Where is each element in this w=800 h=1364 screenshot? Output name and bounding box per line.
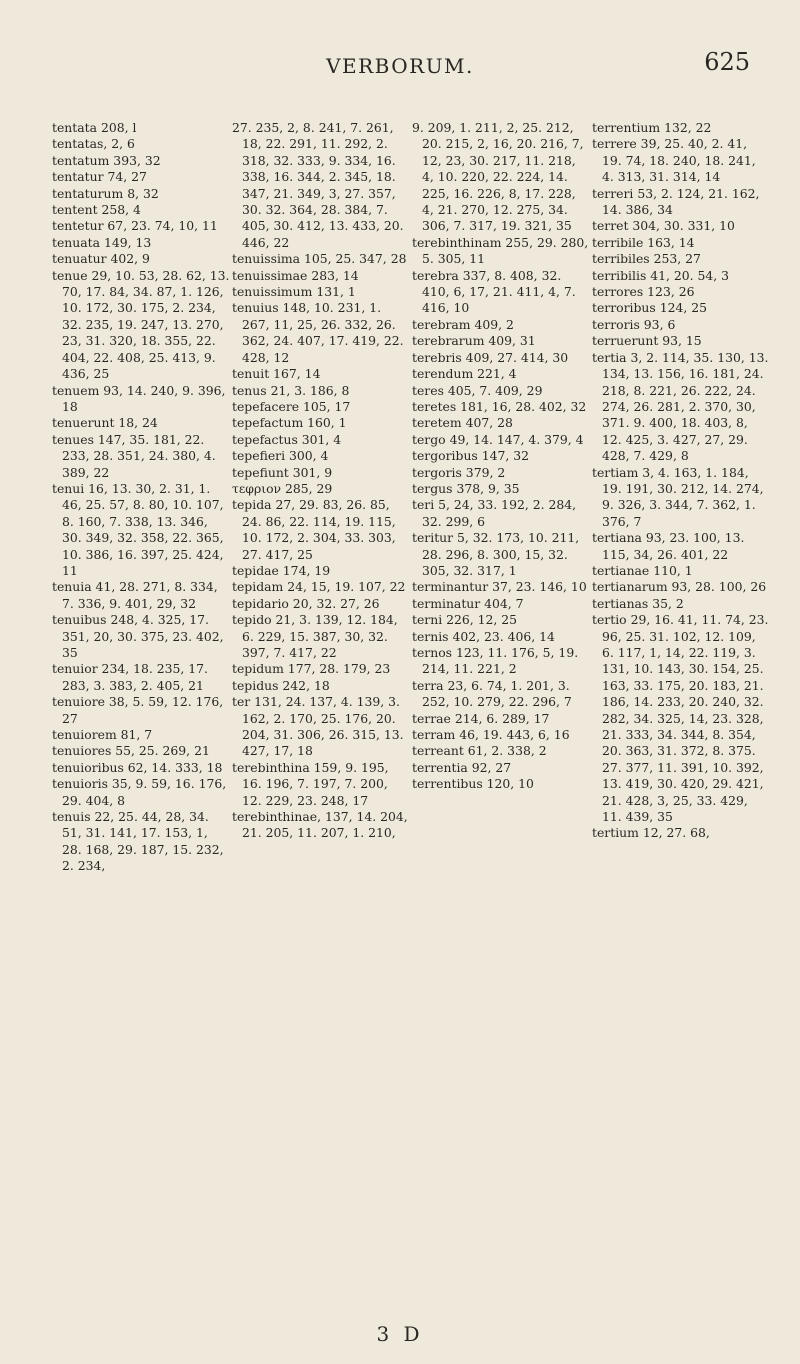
index-entry: terrentium 132, 22	[592, 120, 712, 135]
index-entry: tenuibus 248, 4. 325, 17. 351, 20, 30. 375, 23. 402, 35	[52, 612, 224, 660]
index-entry: tepidum 177, 28. 179, 23	[232, 661, 391, 677]
index-entry: ternos 123, 11. 176, 5, 19. 214, 11. 221, 2	[412, 645, 579, 677]
index-entry: tepidario 20, 32. 27, 26	[232, 595, 380, 611]
printer-signature: 3 D	[376, 1322, 424, 1346]
index-entry: tentaturum 8, 32	[52, 185, 159, 201]
index-entry: tepidam 24, 15, 19. 107, 22	[232, 579, 406, 595]
index-entry: tenues 147, 35. 181, 22. 233, 28. 351, 24. 380, 4. 389, 22	[52, 431, 216, 480]
index-entry: terroris 93, 6	[592, 316, 676, 332]
index-entry: terebinthinam 255, 29. 280, 5. 305, 11	[412, 234, 589, 267]
index-entry: tentata 208, l	[52, 120, 137, 135]
index-entry: terrere 39, 25. 40, 2. 41, 19. 74, 18. 240, 18. 241, 4. 313, 31. 314, 14	[592, 136, 756, 185]
index-entry: teres 405, 7. 409, 29	[412, 382, 543, 398]
index-entry: tenuioris 35, 9. 59, 16. 176, 29. 404, 8	[52, 776, 227, 808]
index-column-3	[412, 120, 590, 1310]
index-entry: teretes 181, 16, 28. 402, 32	[412, 398, 587, 414]
index-entry: tenuatur 402, 9	[52, 251, 150, 267]
index-entry: tenue 29, 10. 53, 28. 62, 13. 70, 17. 84, 34. 87, 1. 126, 10. 172, 30. 175, 2. 234, 32. 235, 19. 247, 13. 270, 23, 31. 320, 18. 355, 22. 404, 22. 408, 25. 413, 9. 436, 25	[52, 267, 230, 382]
index-entry: terminantur 37, 23. 146, 10	[412, 579, 587, 595]
index-entry: terebinthina 159, 9. 195, 16. 196, 7. 197, 7. 200, 12. 229, 23. 248, 17	[232, 759, 389, 808]
index-entry: tertiana 93, 23. 100, 13. 115, 34, 26. 401, 22	[592, 530, 745, 562]
index-entry: tenuissimum 131, 1	[232, 284, 356, 300]
index-entry: tepidae 174, 19	[232, 562, 331, 578]
index-entry: tepidus 242, 18	[232, 677, 330, 693]
index-entry: terram 46, 19. 443, 6, 16	[412, 727, 570, 743]
index-entry: terribiles 253, 27	[592, 251, 701, 267]
index-entry: tertiam 3, 4. 163, 1. 184, 19. 191, 30. 212, 14. 274, 9. 326, 3. 344, 7. 362, 1. 376, 7	[592, 464, 764, 529]
index-entry: tepefiunt 301, 9	[232, 464, 333, 480]
index-entry: terrae 214, 6. 289, 17	[412, 710, 550, 726]
index-column-2	[232, 120, 410, 1310]
index-column-1	[52, 120, 230, 1310]
index-entry: ternis 402, 23. 406, 14	[412, 628, 555, 644]
index-entry: tertium 12, 27. 68,	[592, 825, 710, 841]
index-entry: tenui 16, 13. 30, 2. 31, 1. 46, 25. 57, 8. 80, 10. 107, 8. 160, 7. 338, 13. 346, 30. 349, 32. 358, 22. 365, 10. 386, 16. 397, 25. 424, 11	[52, 480, 224, 578]
index-entry: tentatas, 2, 6	[52, 136, 135, 152]
index-entry: tertianae 110, 1	[592, 562, 693, 578]
index-entry: tenuis 22, 25. 44, 28, 34. 51, 31. 141, 17. 153, 1, 28. 168, 29. 187, 15. 232, 2. 234,	[52, 809, 224, 874]
index-entry: terruerunt 93, 15	[592, 333, 702, 349]
index-entry: terni 226, 12, 25	[412, 612, 518, 628]
index-entry: 27. 235, 2, 8. 241, 7. 261, 18, 22. 291, 11. 292, 2. 318, 32. 333, 9. 334, 16. 338, 16. 344, 2. 345, 18. 347, 21. 349, 3, 27. 357, 30. 32. 364, 28. 384, 7. 405, 30. 412, 13. 433, 20. 446, 22	[232, 120, 404, 250]
index-entry: tergoribus 147, 32	[412, 448, 530, 464]
index-entry: terret 304, 30. 331, 10	[592, 218, 735, 234]
index-entry: terrores 123, 26	[592, 284, 695, 300]
index-entry: tenuit 167, 14	[232, 366, 321, 382]
index-column-4	[592, 120, 770, 1310]
index-entry: terebram 409, 2	[412, 316, 514, 332]
page-header	[0, 48, 800, 94]
index-entry: tepida 27, 29. 83, 26. 85, 24. 86, 22. 114, 19. 115, 10. 172, 2. 304, 33. 303, 27. 417, 25	[232, 497, 396, 562]
index-entry: terrentia 92, 27	[412, 759, 512, 775]
index-entry: teretem 407, 28	[412, 415, 513, 431]
index-entry: tenuiorem 81, 7	[52, 727, 153, 743]
index-entry: tepefactus 301, 4	[232, 431, 342, 447]
index-entry: tepefieri 300, 4	[232, 448, 329, 464]
index-entry: tentetur 67, 23. 74, 10, 11	[52, 218, 218, 234]
index-entry: terreri 53, 2. 124, 21. 162, 14. 386, 34	[592, 185, 760, 218]
index-columns	[52, 120, 769, 1320]
index-entry: terebris 409, 27. 414, 30	[412, 349, 569, 365]
index-entry: tenus 21, 3. 186, 8	[232, 382, 350, 398]
index-entry: tepefacere 105, 17	[232, 398, 351, 414]
index-entry: tenuior 234, 18. 235, 17. 283, 3. 383, 2. 405, 21	[52, 661, 208, 693]
index-entry: tepido 21, 3. 139, 12. 184, 6. 229, 15. 387, 30, 32. 397, 7. 417, 22	[232, 612, 398, 660]
index-entry: terroribus 124, 25	[592, 300, 708, 316]
index-entry: tenuissima 105, 25. 347, 28	[232, 251, 407, 267]
index-entry: tenuioribus 62, 14. 333, 18	[52, 759, 223, 775]
index-entry: 9. 209, 1. 211, 2, 25. 212, 20. 215, 2, 16, 20. 216, 7, 12, 23, 30. 217, 11. 218, 4, 10. 220, 22. 224, 14. 225, 16. 226, 8, 17. 228, 4, 21. 270, 12. 275, 34. 306, 7. 317, 19. 321, 35	[412, 120, 584, 234]
index-entry: tepefactum 160, 1	[232, 415, 347, 431]
index-entry: tenuerunt 18, 24	[52, 415, 158, 431]
index-entry: tergoris 379, 2	[412, 464, 506, 480]
index-entry: tenuissimae 283, 14	[232, 267, 359, 283]
index-entry: tenuem 93, 14. 240, 9. 396, 18	[52, 382, 226, 414]
index-entry: tentatur 74, 27	[52, 169, 147, 185]
index-entry: tenuiore 38, 5. 59, 12. 176, 27	[52, 694, 224, 726]
index-entry: tenuiores 55, 25. 269, 21	[52, 743, 210, 759]
index-entry: tertio 29, 16. 41, 11. 74, 23. 96, 25. 31. 102, 12. 109, 6. 117, 1, 14, 22. 119, 3. 131, 10. 143, 30. 154, 25. 163, 33. 175, 20. 183, 21. 186, 14. 233, 20. 240, 32. 282, 34. 325, 14, 23. 328, 21. 333, 34. 344, 8. 354, 20. 363, 31. 372, 8. 375. 27. 377, 11. 391, 10. 392, 13. 419, 30. 420, 29. 421, 21. 428, 3, 25, 33. 429, 11. 439, 35	[592, 612, 769, 825]
index-entry: terreant 61, 2. 338, 2	[412, 743, 547, 759]
index-entry: tentatum 393, 32	[52, 152, 161, 168]
index-entry: tertianas 35, 2	[592, 595, 684, 611]
running-title: VERBORUM.	[326, 54, 474, 78]
index-entry: tenuia 41, 28. 271, 8. 334, 7. 336, 9. 401, 29, 32	[52, 579, 218, 611]
index-entry: terebrarum 409, 31	[412, 333, 536, 349]
index-entry: terribilis 41, 20. 54, 3	[592, 267, 730, 283]
index-entry: τεφριον 285, 29	[232, 480, 333, 496]
page-number: 625	[704, 48, 750, 76]
index-entry: teri 5, 24, 33. 192, 2. 284, 32. 299, 6	[412, 497, 577, 529]
index-entry: tentent 258, 4	[52, 202, 141, 218]
index-entry: terebra 337, 8. 408, 32. 410, 6, 17, 21. 411, 4, 7. 416, 10	[412, 267, 576, 316]
index-entry: terra 23, 6. 74, 1. 201, 3. 252, 10. 279, 22. 296, 7	[412, 677, 572, 710]
index-entry: terminatur 404, 7	[412, 595, 524, 611]
index-entry: tenuata 149, 13	[52, 234, 152, 250]
index-entry: teritur 5, 32. 173, 10. 211, 28. 296, 8. 300, 15, 32. 305, 32. 317, 1	[412, 530, 580, 578]
index-entry: tertianarum 93, 28. 100, 26	[592, 579, 767, 595]
index-entry: terendum 221, 4	[412, 366, 517, 382]
index-entry: tergus 378, 9, 35	[412, 480, 520, 496]
index-entry: tergo 49, 14. 147, 4. 379, 4	[412, 431, 584, 447]
index-entry: tenuius 148, 10. 231, 1. 267, 11, 25, 26. 332, 26. 362, 24. 407, 17. 419, 22. 428, 12	[232, 300, 404, 365]
index-entry: terebinthinae, 137, 14. 204, 21. 205, 11. 207, 1. 210,	[232, 809, 408, 841]
index-entry: terribile 163, 14	[592, 234, 695, 250]
index-entry: terrentibus 120, 10	[412, 776, 534, 792]
index-entry: ter 131, 24. 137, 4. 139, 3. 162, 2. 170, 25. 176, 20. 204, 31. 306, 26. 315, 13. 427, 17, 18	[232, 694, 404, 759]
index-entry: tertia 3, 2. 114, 35. 130, 13. 134, 13. 156, 16. 181, 24. 218, 8. 221, 26. 222, 24. 274, 26. 281, 2. 370, 30, 371. 9. 400, 18. 403, 8, 12. 425, 3. 427, 27, 29. 428, 7. 429, 8	[592, 349, 769, 464]
